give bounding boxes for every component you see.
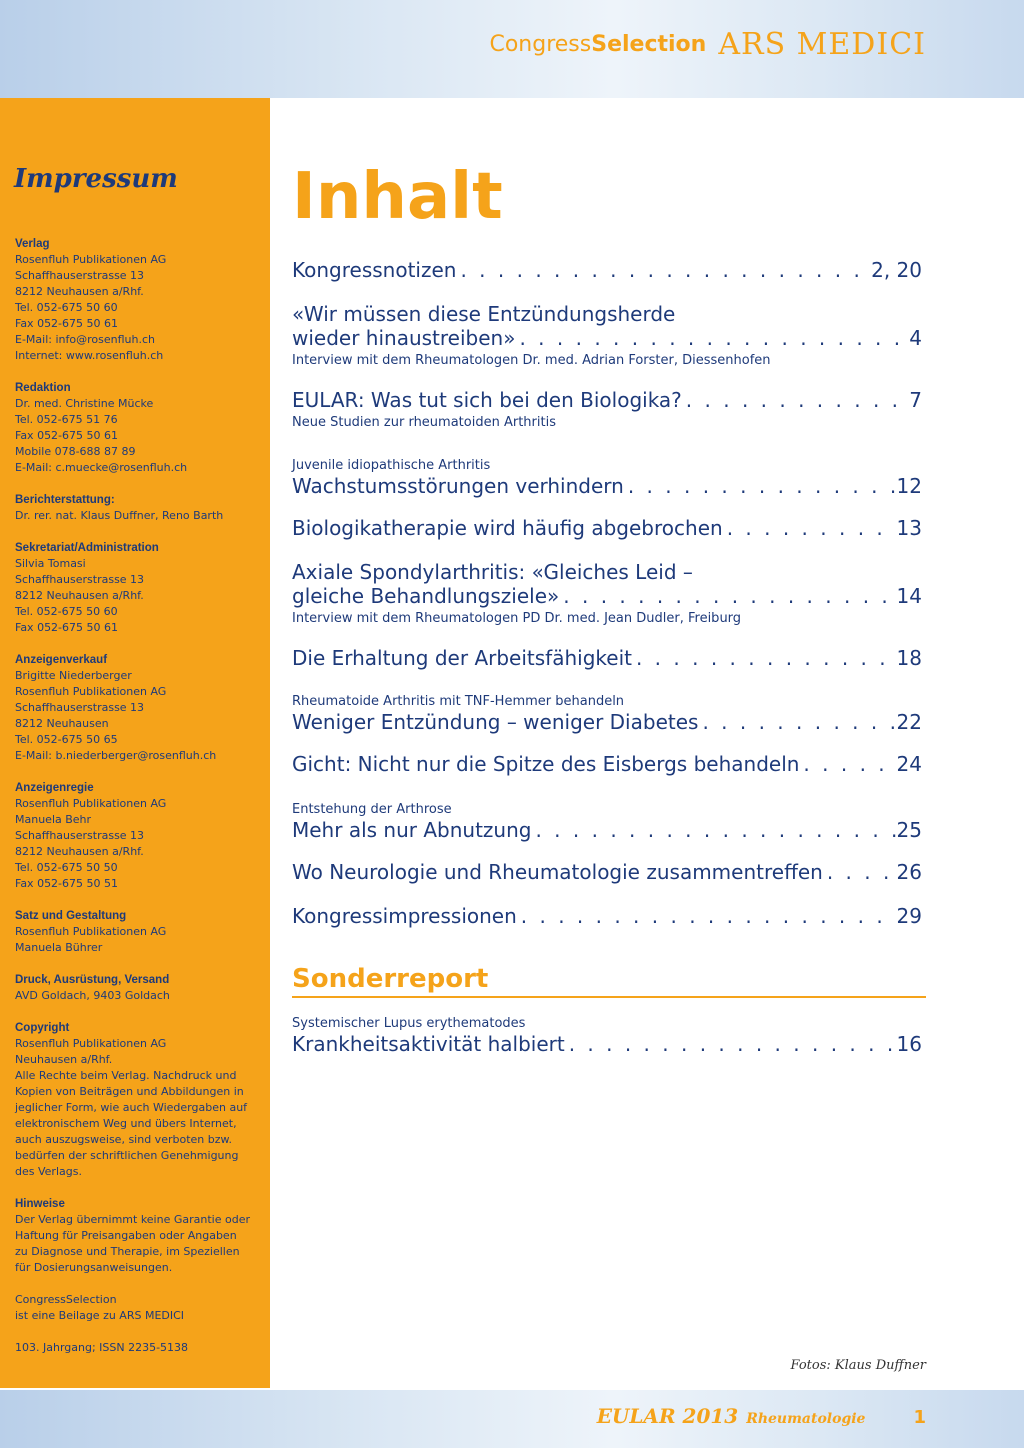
impressum-section xyxy=(15,908,260,956)
impressum-line: 8212 Neuhausen a/Rhf. xyxy=(15,845,144,858)
entry-page: 16 xyxy=(896,1032,922,1056)
entry-title: Wo Neurologie und Rheumatologie zusammentreffen xyxy=(292,860,823,884)
entry-title-line1: Axiale Spondylarthritis: «Gleiches Leid – xyxy=(292,560,693,584)
entry-row xyxy=(292,646,922,670)
toc-entry[interactable] xyxy=(292,560,922,628)
toc-entry[interactable] xyxy=(292,258,922,282)
impressum-line: Manuela Bührer xyxy=(15,941,103,954)
impressum-heading: Redaktion xyxy=(15,382,71,394)
toc-entry[interactable] xyxy=(292,802,922,842)
impressum-section xyxy=(15,1292,260,1324)
impressum-body xyxy=(15,236,260,1372)
sonderreport-entry[interactable] xyxy=(292,1016,922,1056)
entry-title: Gicht: Nicht nur die Spitze des Eisbergs behandeln xyxy=(292,752,800,776)
impressum-heading: Berichterstattung: xyxy=(15,494,115,506)
impressum-line: E-Mail: b.niederberger@rosenfluh.ch xyxy=(15,749,217,762)
leader-dots xyxy=(559,584,896,608)
toc-entry[interactable] xyxy=(292,752,922,776)
entry-title: Wachstumsstörungen verhindern xyxy=(292,474,624,498)
entry-subtitle: Interview mit dem Rheumatologen PD Dr. med. Jean Dudler, Freiburg xyxy=(292,611,742,626)
impressum-heading: Verlag xyxy=(15,238,50,250)
toc-entry[interactable] xyxy=(292,302,922,370)
impressum-line: Der Verlag übernimmt keine Garantie oder xyxy=(15,1213,250,1226)
impressum-line: Tel. 052-675 51 76 xyxy=(15,413,118,426)
impressum-line: E-Mail: c.muecke@rosenfluh.ch xyxy=(15,461,188,474)
impressum-line: 8212 Neuhausen a/Rhf. xyxy=(15,285,144,298)
impressum-section xyxy=(15,380,260,476)
entry-title: Kongressimpressionen xyxy=(292,904,517,928)
impressum-section xyxy=(15,236,260,364)
impressum-section xyxy=(15,1340,260,1356)
impressum-heading: Copyright xyxy=(15,1022,70,1034)
entry-row xyxy=(292,326,922,350)
impressum-line: Tel. 052-675 50 50 xyxy=(15,861,118,874)
impressum-line: Fax 052-675 50 61 xyxy=(15,621,119,634)
impressum-line: Manuela Behr xyxy=(15,813,92,826)
leader-dots xyxy=(565,1032,897,1056)
impressum-line: für Dosierungsanweisungen. xyxy=(15,1261,173,1274)
entry-title: Die Erhaltung der Arbeitsfähigkeit xyxy=(292,646,632,670)
entry-row xyxy=(292,474,922,498)
impressum-line: Alle Rechte beim Verlag. Nachdruck und xyxy=(15,1069,237,1082)
entry-title: Mehr als nur Abnutzung xyxy=(292,818,532,842)
entry-kicker: Rheumatoide Arthritis mit TNF-Hemmer behandeln xyxy=(292,694,625,709)
impressum-section xyxy=(15,540,260,636)
impressum-line: Tel. 052-675 50 65 xyxy=(15,733,118,746)
leader-dots xyxy=(723,516,897,540)
photo-credit: Fotos: Klaus Duffner xyxy=(790,1358,926,1373)
impressum-line: Fax 052-675 50 61 xyxy=(15,317,119,330)
entry-title: EULAR: Was tut sich bei den Biologika? xyxy=(292,388,682,412)
impressum-heading: Sekretariat/Administration xyxy=(15,542,159,554)
impressum-line: Rosenfluh Publikationen AG xyxy=(15,685,167,698)
impressum-heading: Anzeigenverkauf xyxy=(15,654,108,666)
impressum-line: Schaffhauserstrasse 13 xyxy=(15,573,145,586)
entry-kicker: Juvenile idiopathische Arthritis xyxy=(292,458,491,473)
toc-entry[interactable] xyxy=(292,646,922,670)
entry-subtitle: Interview mit dem Rheumatologen Dr. med. Adrian Forster, Diessenhofen xyxy=(292,353,771,368)
leader-dots xyxy=(698,710,896,734)
leader-dots xyxy=(517,904,897,928)
impressum-line: 8212 Neuhausen a/Rhf. xyxy=(15,589,144,602)
impressum-heading: Anzeigenregie xyxy=(15,782,94,794)
impressum-line: Tel. 052-675 50 60 xyxy=(15,301,118,314)
entry-page: 25 xyxy=(896,818,922,842)
entry-page: 26 xyxy=(896,860,922,884)
entry-title-line1: «Wir müssen diese Entzündungsherde xyxy=(292,302,676,326)
entry-page: 22 xyxy=(896,710,922,734)
impressum-heading: Hinweise xyxy=(15,1198,65,1210)
toc-entry[interactable] xyxy=(292,904,922,928)
impressum-line: Fax 052-675 50 61 xyxy=(15,429,119,442)
impressum-line: jeglicher Form, wie auch Wiedergaben auf xyxy=(15,1101,248,1114)
impressum-line: 103. Jahrgang; ISSN 2235-5138 xyxy=(15,1341,189,1354)
impressum-section xyxy=(15,1020,260,1180)
leader-dots xyxy=(632,646,897,670)
page-number: 1 xyxy=(913,1407,926,1428)
impressum-line: CongressSelection xyxy=(15,1293,117,1306)
impressum-line: AVD Goldach, 9403 Goldach xyxy=(15,989,170,1002)
sonderreport-heading: Sonderreport xyxy=(292,964,926,998)
page-title: Inhalt xyxy=(292,160,503,234)
entry-page: 2, 20 xyxy=(871,258,922,282)
congress-selection-logo: CongressSelection xyxy=(489,31,707,57)
impressum-line: Mobile 078-688 87 89 xyxy=(15,445,136,458)
entry-page: 13 xyxy=(896,516,922,540)
brand-logo xyxy=(489,24,926,64)
impressum-title: Impressum xyxy=(14,164,178,194)
impressum-line: Neuhausen a/Rhf. xyxy=(15,1053,113,1066)
impressum-heading: Druck, Ausrüstung, Versand xyxy=(15,974,170,986)
entry-row xyxy=(292,258,922,282)
impressum-line: Tel. 052-675 50 60 xyxy=(15,605,118,618)
entry-page: 4 xyxy=(909,326,922,350)
header-band xyxy=(0,0,1024,98)
impressum-line: auch auszugsweise, sind verboten bzw. xyxy=(15,1133,232,1146)
entry-row xyxy=(292,860,922,884)
impressum-line: Rosenfluh Publikationen AG xyxy=(15,1037,167,1050)
impressum-section xyxy=(15,780,260,892)
impressum-line: zu Diagnose und Therapie, im Speziellen xyxy=(15,1245,240,1258)
footer-event: EULAR 2013 xyxy=(596,1404,739,1428)
impressum-section xyxy=(15,972,260,1004)
impressum-line: ist eine Beilage zu ARS MEDICI xyxy=(15,1309,185,1322)
impressum-line: des Verlags. xyxy=(15,1165,82,1178)
impressum-line: Dr. rer. nat. Klaus Duffner, Reno Barth xyxy=(15,509,224,522)
leader-dots xyxy=(456,258,871,282)
impressum-line: Haftung für Preisangaben oder Angaben xyxy=(15,1229,237,1242)
entry-page: 14 xyxy=(896,584,922,608)
entry-title: wieder hinaustreiben» xyxy=(292,326,516,350)
entry-page: 29 xyxy=(896,904,922,928)
entry-title: Biologikatherapie wird häufig abgebrochen xyxy=(292,516,723,540)
entry-title: Weniger Entzündung – weniger Diabetes xyxy=(292,710,699,734)
impressum-heading: Satz und Gestaltung xyxy=(15,910,127,922)
entry-kicker: Systemischer Lupus erythematodes xyxy=(292,1016,526,1031)
impressum-line: Brigitte Niederberger xyxy=(15,669,132,682)
entry-title: gleiche Behandlungsziele» xyxy=(292,584,560,608)
leader-dots xyxy=(624,474,897,498)
entry-row xyxy=(292,584,922,608)
impressum-line: bedürfen der schriftlichen Genehmigung xyxy=(15,1149,239,1162)
impressum-line: Kopien von Beiträgen und Abbildungen in xyxy=(15,1085,244,1098)
impressum-sidebar xyxy=(0,98,270,1388)
impressum-line: E-Mail: info@rosenfluh.ch xyxy=(15,333,155,346)
leader-dots xyxy=(823,860,897,884)
impressum-line: 8212 Neuhausen xyxy=(15,717,109,730)
impressum-line: Internet: www.rosenfluh.ch xyxy=(15,349,164,362)
entry-row xyxy=(292,1032,922,1056)
impressum-line: Silvia Tomasi xyxy=(15,557,86,570)
toc-entry[interactable] xyxy=(292,694,922,734)
entry-title: Kongressnotizen xyxy=(292,258,457,282)
entry-subtitle: Neue Studien zur rheumatoiden Arthritis xyxy=(292,415,556,430)
impressum-line: Schaffhauserstrasse 13 xyxy=(15,701,145,714)
impressum-line: Dr. med. Christine Mücke xyxy=(15,397,154,410)
leader-dots xyxy=(682,388,909,412)
impressum-section xyxy=(15,1196,260,1276)
entry-row xyxy=(292,752,922,776)
impressum-section xyxy=(15,652,260,764)
leader-dots xyxy=(531,818,896,842)
entry-title: Krankheitsaktivität halbiert xyxy=(292,1032,565,1056)
entry-row xyxy=(292,710,922,734)
entry-page: 18 xyxy=(896,646,922,670)
impressum-line: Rosenfluh Publikationen AG xyxy=(15,797,167,810)
page-footer xyxy=(597,1404,926,1428)
impressum-line: Rosenfluh Publikationen AG xyxy=(15,925,167,938)
entry-row xyxy=(292,904,922,928)
toc-entry[interactable] xyxy=(292,458,922,498)
ars-medici-logo: ARS MEDICI xyxy=(718,26,926,62)
leader-dots xyxy=(799,752,896,776)
impressum-line: Rosenfluh Publikationen AG xyxy=(15,253,167,266)
impressum-line: Schaffhauserstrasse 13 xyxy=(15,829,145,842)
entry-row xyxy=(292,818,922,842)
toc-entry[interactable] xyxy=(292,388,922,432)
leader-dots xyxy=(515,326,909,350)
toc-entry[interactable] xyxy=(292,516,922,540)
impressum-line: Fax 052-675 50 51 xyxy=(15,877,119,890)
entry-page: 7 xyxy=(909,388,922,412)
impressum-line: Schaffhauserstrasse 13 xyxy=(15,269,145,282)
footer-section: Rheumatologie xyxy=(746,1411,866,1427)
impressum-line: elektronischem Weg und übers Internet, xyxy=(15,1117,237,1130)
entry-row xyxy=(292,516,922,540)
entry-kicker: Entstehung der Arthrose xyxy=(292,802,452,817)
toc-entry[interactable] xyxy=(292,860,922,884)
entry-page: 24 xyxy=(896,752,922,776)
entry-row xyxy=(292,388,922,412)
impressum-section xyxy=(15,492,260,524)
entry-page: 12 xyxy=(896,474,922,498)
